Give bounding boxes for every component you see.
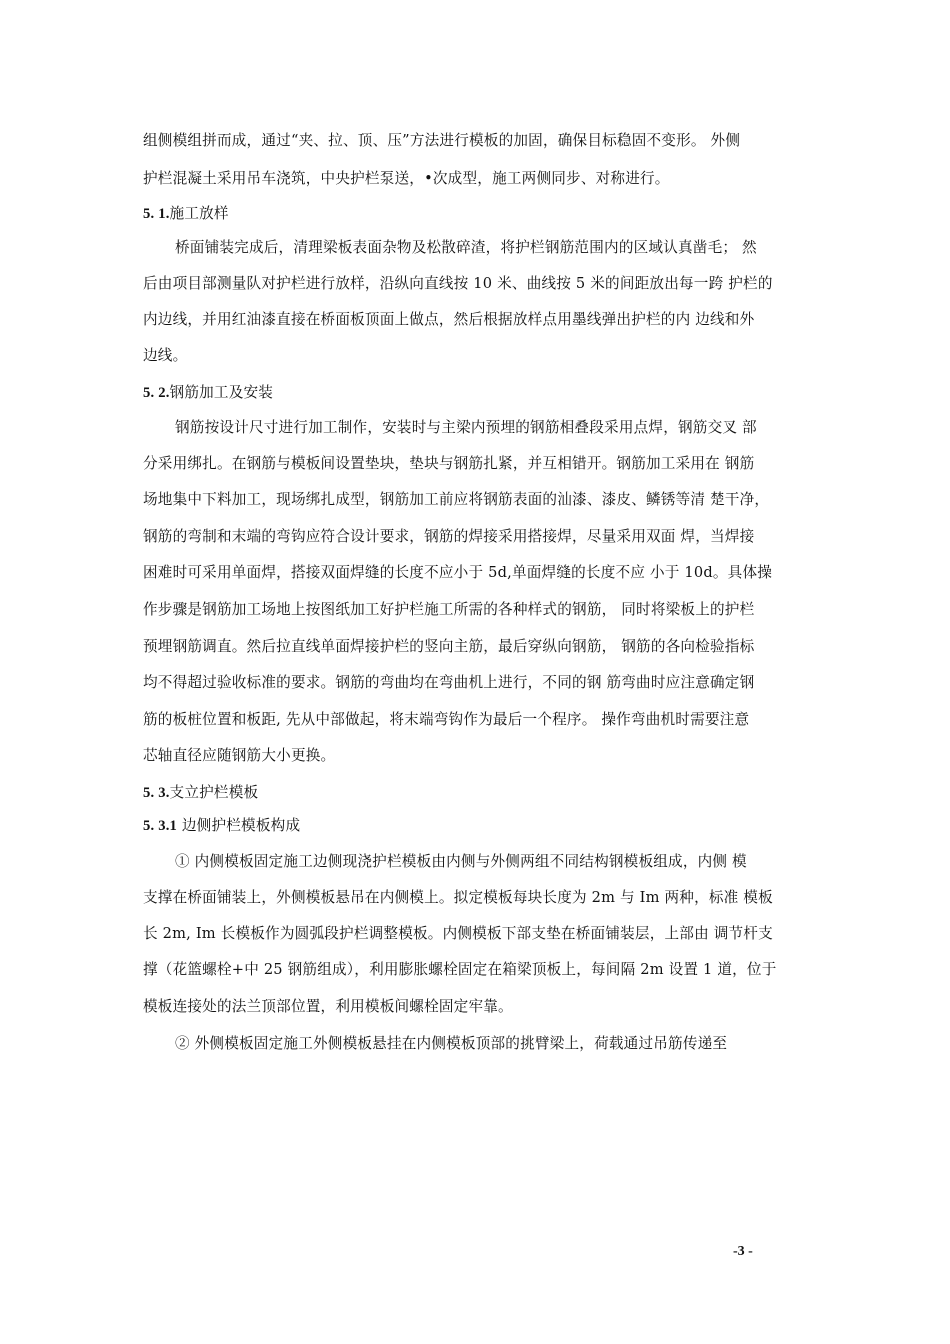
section-title: 边侧护栏模板构成 xyxy=(177,817,301,834)
paragraph-line: 作步骤是钢筋加工场地上按图纸加工好护栏施工所需的各种样式的钢筋， 同时将梁板上的护栏 xyxy=(143,601,755,618)
section-5-2-heading xyxy=(143,383,813,403)
section-number: 5. 3.1 xyxy=(143,818,178,834)
paragraph-line: 芯轴直径应随钢筋大小更换。 xyxy=(143,747,336,764)
paragraph-line: 钢筋的弯制和末端的弯钩应符合设计要求，钢筋的焊接采用搭接焊，尽量采用双面 焊，当焊接 xyxy=(143,528,755,545)
paragraph-line: 模板连接处的法兰顶部位置，利用模板间螺栓固定牢靠。 xyxy=(143,998,513,1015)
paragraph-line: 预埋钢筋调直。然后拉直线单面焊接护栏的竖向主筋，最后穿纵向钢筋， 钢筋的各向检验指标 xyxy=(143,638,755,655)
section-number: 5. 1. xyxy=(143,206,170,222)
paragraph-line: 场地集中下料加工，现场绑扎成型，钢筋加工前应将钢筋表面的汕漆、漆皮、鳞锈等清 楚干净， xyxy=(143,491,770,508)
paragraph-line: 分采用绑扎。在钢筋与模板间设置垫块，垫块与钢筋扎紧，并互相错开。钢筋加工采用在 钢筋 xyxy=(143,455,755,472)
intro-line: 组侧模组拼而成，通过“夹、拉、顶、压”方法进行模板的加固，确保目标稳固不变形。 外侧 xyxy=(143,132,741,149)
paragraph-line: ② 外侧模板固定施工外侧模板悬挂在内侧模板顶部的挑臂梁上，荷载通过吊筋传递至 xyxy=(175,1035,728,1052)
section-5-3-1-heading xyxy=(143,816,813,836)
paragraph-line: 边线。 xyxy=(143,347,188,364)
paragraph-line: 钢筋按设计尺寸进行加工制作，安装时与主梁内预埋的钢筋相叠段采用点焊，钢筋交叉 部 xyxy=(175,419,757,436)
paragraph-line: 撑（花篮螺栓+中 25 钢筋组成），利用膨胀螺栓固定在箱梁顶板上，每间隔 2m 设置 1 道，位于 xyxy=(143,961,777,978)
paragraph-line: ① 内侧模板固定施工边侧现浇护栏模板由内侧与外侧两组不同结构钢模板组成，内侧 模 xyxy=(175,853,747,870)
page-number: -3 - xyxy=(733,1244,753,1259)
paragraph-line: 筋的板桩位置和板距, 先从中部做起，将末端弯钩作为最后一个程序。 操作弯曲机时需要注意 xyxy=(143,711,750,728)
paragraph-line: 内边线，并用红油漆直接在桥面板顶面上做点，然后根据放样点用墨线弹出护栏的内 边线和外 xyxy=(143,311,755,328)
paragraph-line: 长 2m, Im 长模板作为圆弧段护栏调整模板。内侧模板下部支垫在桥面铺装层，上部由 调节杆支 xyxy=(143,925,773,942)
paragraph-line: 桥面铺装完成后，清理梁板表面杂物及松散碎渣，将护栏钢筋范围内的区域认真凿毛； 然 xyxy=(175,239,757,256)
section-5-1-heading xyxy=(143,204,813,224)
paragraph-line: 后由项目部测量队对护栏进行放样，沿纵向直线按 10 米、曲线按 5 米的间距放出每一跨 护栏的 xyxy=(143,275,773,292)
section-title: 施工放样 xyxy=(169,205,229,222)
section-title: 钢筋加工及安装 xyxy=(169,384,274,401)
intro-line: 护栏混凝土采用吊车浇筑，中央护栏泵送，•次成型，施工两侧同步、对称进行。 xyxy=(143,170,670,187)
section-title: 支立护栏模板 xyxy=(169,784,259,801)
paragraph-line: 支撑在桥面铺装上，外侧模板悬吊在内侧模上。拟定模板每块长度为 2m 与 Im 两种，标准 模板 xyxy=(143,889,773,906)
section-number: 5. 2. xyxy=(143,385,170,401)
section-number: 5. 3. xyxy=(143,785,170,801)
paragraph-line: 困难时可采用单面焊，搭接双面焊缝的长度不应小于 5d,单面焊缝的长度不应 小于 10d。具体操 xyxy=(143,564,773,581)
section-5-3-heading xyxy=(143,783,813,803)
paragraph-line: 均不得超过验收标准的要求。钢筋的弯曲均在弯曲机上进行，不同的钢 筋弯曲时应注意确定钢 xyxy=(143,674,755,691)
